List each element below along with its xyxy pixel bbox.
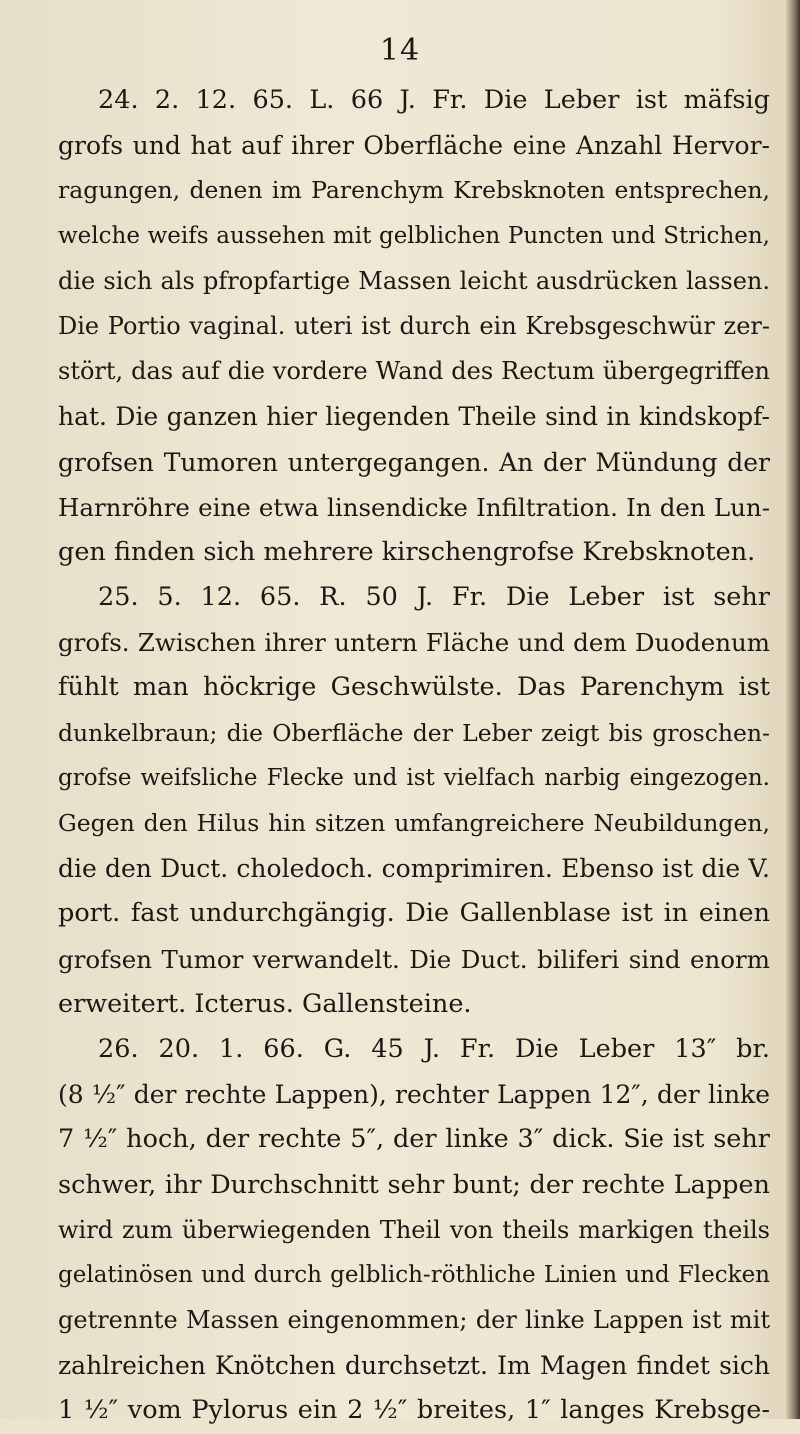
text-line: ragungen, denen im Parenchym Krebsknoten entsprechen, bbox=[58, 176, 770, 205]
text-line: port. fast undurchgängig. Die Gallenblase ist in einen bbox=[58, 898, 770, 929]
body-text bbox=[58, 78, 770, 1434]
text-line: (8 ½″ der rechte Lappen), rechter Lappen 12″, der linke bbox=[58, 1080, 770, 1110]
text-line: stört, das auf die vordere Wand des Rectum übergegriffen bbox=[58, 357, 770, 386]
text-line: 24. 2. 12. 65. L. 66 J. Fr. Die Leber ist mäfsig bbox=[98, 85, 770, 115]
text-line: zahlreichen Knötchen durchsetzt. Im Magen findet sich bbox=[58, 1351, 770, 1381]
text-line: 7 ½″ hoch, der rechte 5″, der linke 3″ dick. Sie ist sehr bbox=[58, 1124, 770, 1155]
text-line: schwer, ihr Durchschnitt sehr bunt; der rechte Lappen bbox=[58, 1169, 770, 1200]
text-line: dunkelbraun; die Oberfläche der Leber zeigt bis groschen- bbox=[58, 718, 770, 747]
text-line: grofs. Zwischen ihrer untern Fläche und dem Duodenum bbox=[58, 628, 770, 658]
text-line: die sich als pfropfartige Massen leicht ausdrücken lassen. bbox=[58, 266, 770, 295]
text-line: gen finden sich mehrere kirschengrofse Krebsknoten. bbox=[58, 536, 756, 567]
text-line: 26. 20. 1. 66. G. 45 J. Fr. Die Leber 13″ br. bbox=[98, 1033, 770, 1064]
text-line: grofs und hat auf ihrer Oberfläche eine Anzahl Hervor- bbox=[58, 131, 770, 161]
text-line: Harnröhre eine etwa linsendicke Infiltration. In den Lun- bbox=[58, 492, 770, 522]
text-line: grofse weifsliche Flecke und ist vielfach narbig eingezogen. bbox=[58, 764, 770, 791]
text-line: gelatinösen und durch gelblich-röthliche Linien und Flecken bbox=[58, 1261, 770, 1288]
text-line: fühlt man höckrige Geschwülste. Das Parenchym ist bbox=[58, 672, 770, 703]
text-line: hat. Die ganzen hier liegenden Theile sind in kindskopf- bbox=[58, 402, 770, 432]
text-line: 25. 5. 12. 65. R. 50 J. Fr. Die Leber ist sehr bbox=[98, 582, 770, 613]
text-line: wird zum überwiegenden Theil von theils markigen theils bbox=[58, 1215, 770, 1244]
text-line: Die Portio vaginal. uteri ist durch ein Krebsgeschwür zer- bbox=[58, 311, 770, 340]
page-number: 14 bbox=[379, 33, 421, 68]
text-line: die den Duct. choledoch. comprimiren. Ebenso ist die V. bbox=[58, 854, 770, 884]
text-line: erweitert. Icterus. Gallensteine. bbox=[58, 988, 472, 1019]
text-line: grofsen Tumor verwandelt. Die Duct. biliferi sind enorm bbox=[58, 944, 770, 974]
text-line: Gegen den Hilus hin sitzen umfangreichere Neubildungen, bbox=[58, 809, 770, 837]
text-line: 1 ½″ vom Pylorus ein 2 ½″ breites, 1″ langes Krebsge- bbox=[58, 1395, 770, 1426]
text-line: welche weifs aussehen mit gelblichen Puncten und Strichen, bbox=[58, 222, 770, 249]
text-line: grofsen Tumoren untergegangen. An der Mündung der bbox=[58, 447, 770, 477]
text-line: getrennte Massen eingenommen; der linke Lappen ist mit bbox=[58, 1306, 770, 1335]
page-edge-shadow bbox=[786, 0, 800, 1419]
